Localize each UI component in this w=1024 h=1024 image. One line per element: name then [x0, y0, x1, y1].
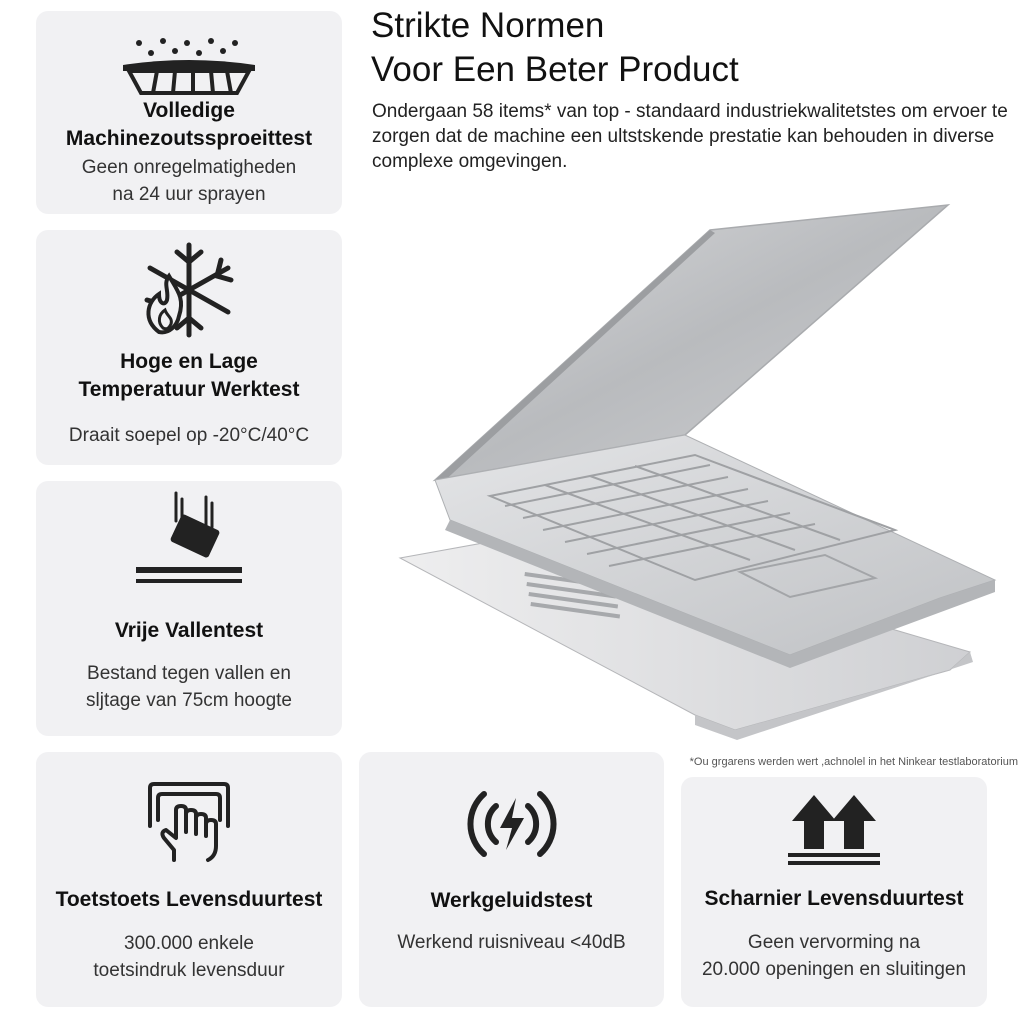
- card-description: [36, 154, 342, 208]
- card-temperature-test: [36, 230, 342, 465]
- card-title: [359, 887, 664, 915]
- card-desc-line-1: Draait soepel op -20°C/40°C: [68, 425, 310, 446]
- card-description: [359, 929, 664, 956]
- card-title-line-2: Machinezoutssproeittest: [65, 127, 313, 150]
- card-title-line-1: Vrije Vallentest: [114, 619, 264, 642]
- footnote: *Ou grgarens werden wert ,achnolel in het Ninkear testlaboratorium: [689, 756, 1018, 768]
- card-description: [681, 929, 987, 983]
- falling-device-icon: [134, 489, 244, 589]
- card-desc-line-2: toetsindruk levensduur: [93, 960, 285, 981]
- title-line-2: Voor Een Beter Product: [371, 50, 739, 89]
- card-title-line-2: Temperatuur Werktest: [78, 378, 300, 401]
- card-title: [36, 617, 342, 645]
- card-title-line-1: Hoge en Lage: [120, 350, 258, 373]
- card-title: [36, 348, 342, 404]
- card-desc-line-1: Geen vervorming na: [747, 932, 921, 953]
- card-title: [36, 97, 342, 153]
- card-title-line-1: Scharnier Levensduurtest: [704, 887, 964, 910]
- snowflake-flame-icon: [139, 240, 239, 340]
- card-noise-test: [359, 752, 664, 1007]
- card-description: [36, 930, 342, 984]
- card-keystroke-test: [36, 752, 342, 1007]
- card-desc-line-1: 300.000 enkele: [124, 933, 254, 954]
- salt-spray-icon: [119, 37, 259, 99]
- card-title: [681, 885, 987, 913]
- card-desc-line-1: Werkend ruisniveau <40dB: [397, 932, 626, 953]
- sound-wave-icon: [462, 784, 562, 864]
- card-desc-line-1: Geen onregelmatigheden: [81, 157, 297, 178]
- card-title-line-1: Werkgeluidstest: [430, 889, 593, 912]
- card-hinge-test: [681, 777, 987, 1007]
- card-desc-line-2: 20.000 openingen en sluitingen: [701, 959, 967, 980]
- card-salt-spray-test: [36, 11, 342, 214]
- hinge-arrows-icon: [784, 791, 884, 867]
- card-desc-line-2: na 24 uur sprayen: [112, 184, 266, 205]
- card-title-line-1: Volledige: [143, 99, 235, 122]
- title-line-1: Strikte Normen: [371, 6, 605, 45]
- card-description: [36, 422, 342, 449]
- card-desc-line-2: sljtage van 75cm hoogte: [86, 690, 292, 711]
- page-description: Ondergaan 58 items* van top - standaard industriekwalitetstes om ervoer te zorgen dat de machine een ultstskende prestatie kan behouden in diverse complexe omgevingen.: [372, 101, 1008, 172]
- card-description: [36, 660, 342, 714]
- hand-press-icon: [144, 780, 234, 864]
- card-drop-test: [36, 481, 342, 736]
- card-title-line-1: Toetstoets Levensduurtest: [55, 888, 323, 911]
- laptop-chassis-image: [395, 200, 1005, 760]
- card-desc-line-1: Bestand tegen vallen en: [87, 663, 291, 684]
- page-title: [371, 4, 739, 92]
- card-title: [36, 886, 342, 914]
